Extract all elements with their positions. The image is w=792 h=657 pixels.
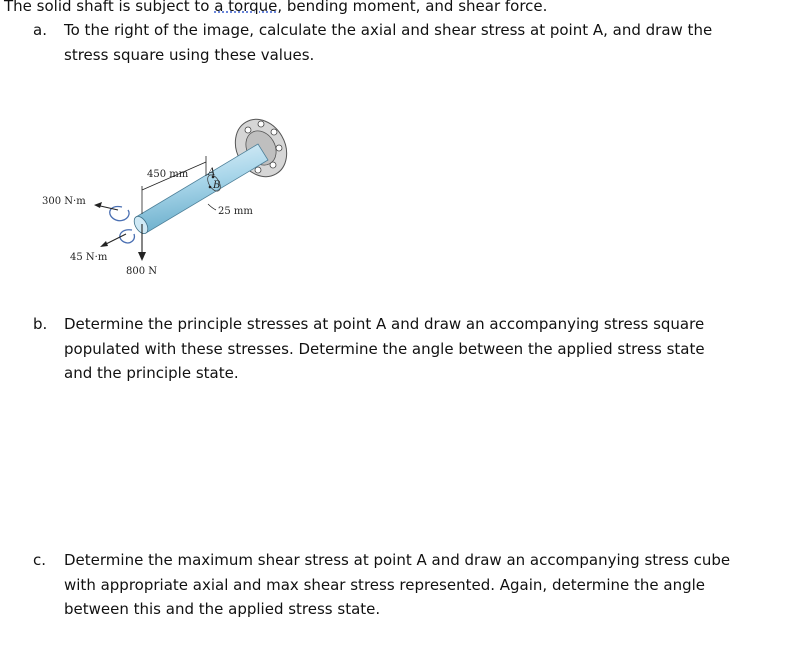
shaft — [131, 144, 268, 236]
force-label: 800 N — [126, 266, 158, 277]
point-b-label: B — [213, 180, 221, 191]
torque-label: 300 N·m — [42, 196, 86, 207]
item-a-text — [64, 18, 764, 67]
item-a-line-2: stress square using these values. — [64, 45, 315, 64]
intro-underlined-term: a torque — [214, 0, 278, 15]
intro-before: The solid shaft is subject to — [4, 0, 215, 15]
item-b-marker: b. — [33, 315, 48, 333]
shaft-figure — [36, 112, 306, 287]
moment-arrow — [100, 230, 134, 247]
item-b-line-1: Determine the principle stresses at point A and draw an accompanying stress square — [64, 315, 705, 333]
point-a-label: A — [208, 167, 216, 178]
item-b-line-2: populated with these stresses. Determine the angle between the applied stress state — [64, 339, 705, 358]
item-b-text — [64, 312, 764, 386]
item-a-line-1: To the right of the image, calculate the axial and shear stress at point A, and draw the — [64, 21, 713, 39]
item-a-marker: a. — [33, 21, 47, 39]
item-c-line-2: with appropriate axial and max shear stress represented. Again, determine the angle — [64, 575, 706, 594]
item-c-line-1: Determine the maximum shear stress at point A and draw an accompanying stress cube — [64, 551, 731, 569]
item-c-line-3: between this and the applied stress state. — [64, 600, 381, 618]
problem-intro — [4, 0, 547, 16]
radius-leader — [208, 204, 216, 210]
torque-arrow — [94, 202, 129, 221]
radius-label: 25 mm — [218, 206, 253, 217]
item-b-line-3: and the principle state. — [64, 364, 239, 382]
dimension-label: 450 mm — [147, 169, 189, 180]
intro-after: , bending moment, and shear force. — [277, 0, 548, 15]
moment-label: 45 N·m — [70, 252, 108, 263]
item-c-text — [64, 548, 764, 622]
item-c-marker: c. — [33, 551, 47, 569]
